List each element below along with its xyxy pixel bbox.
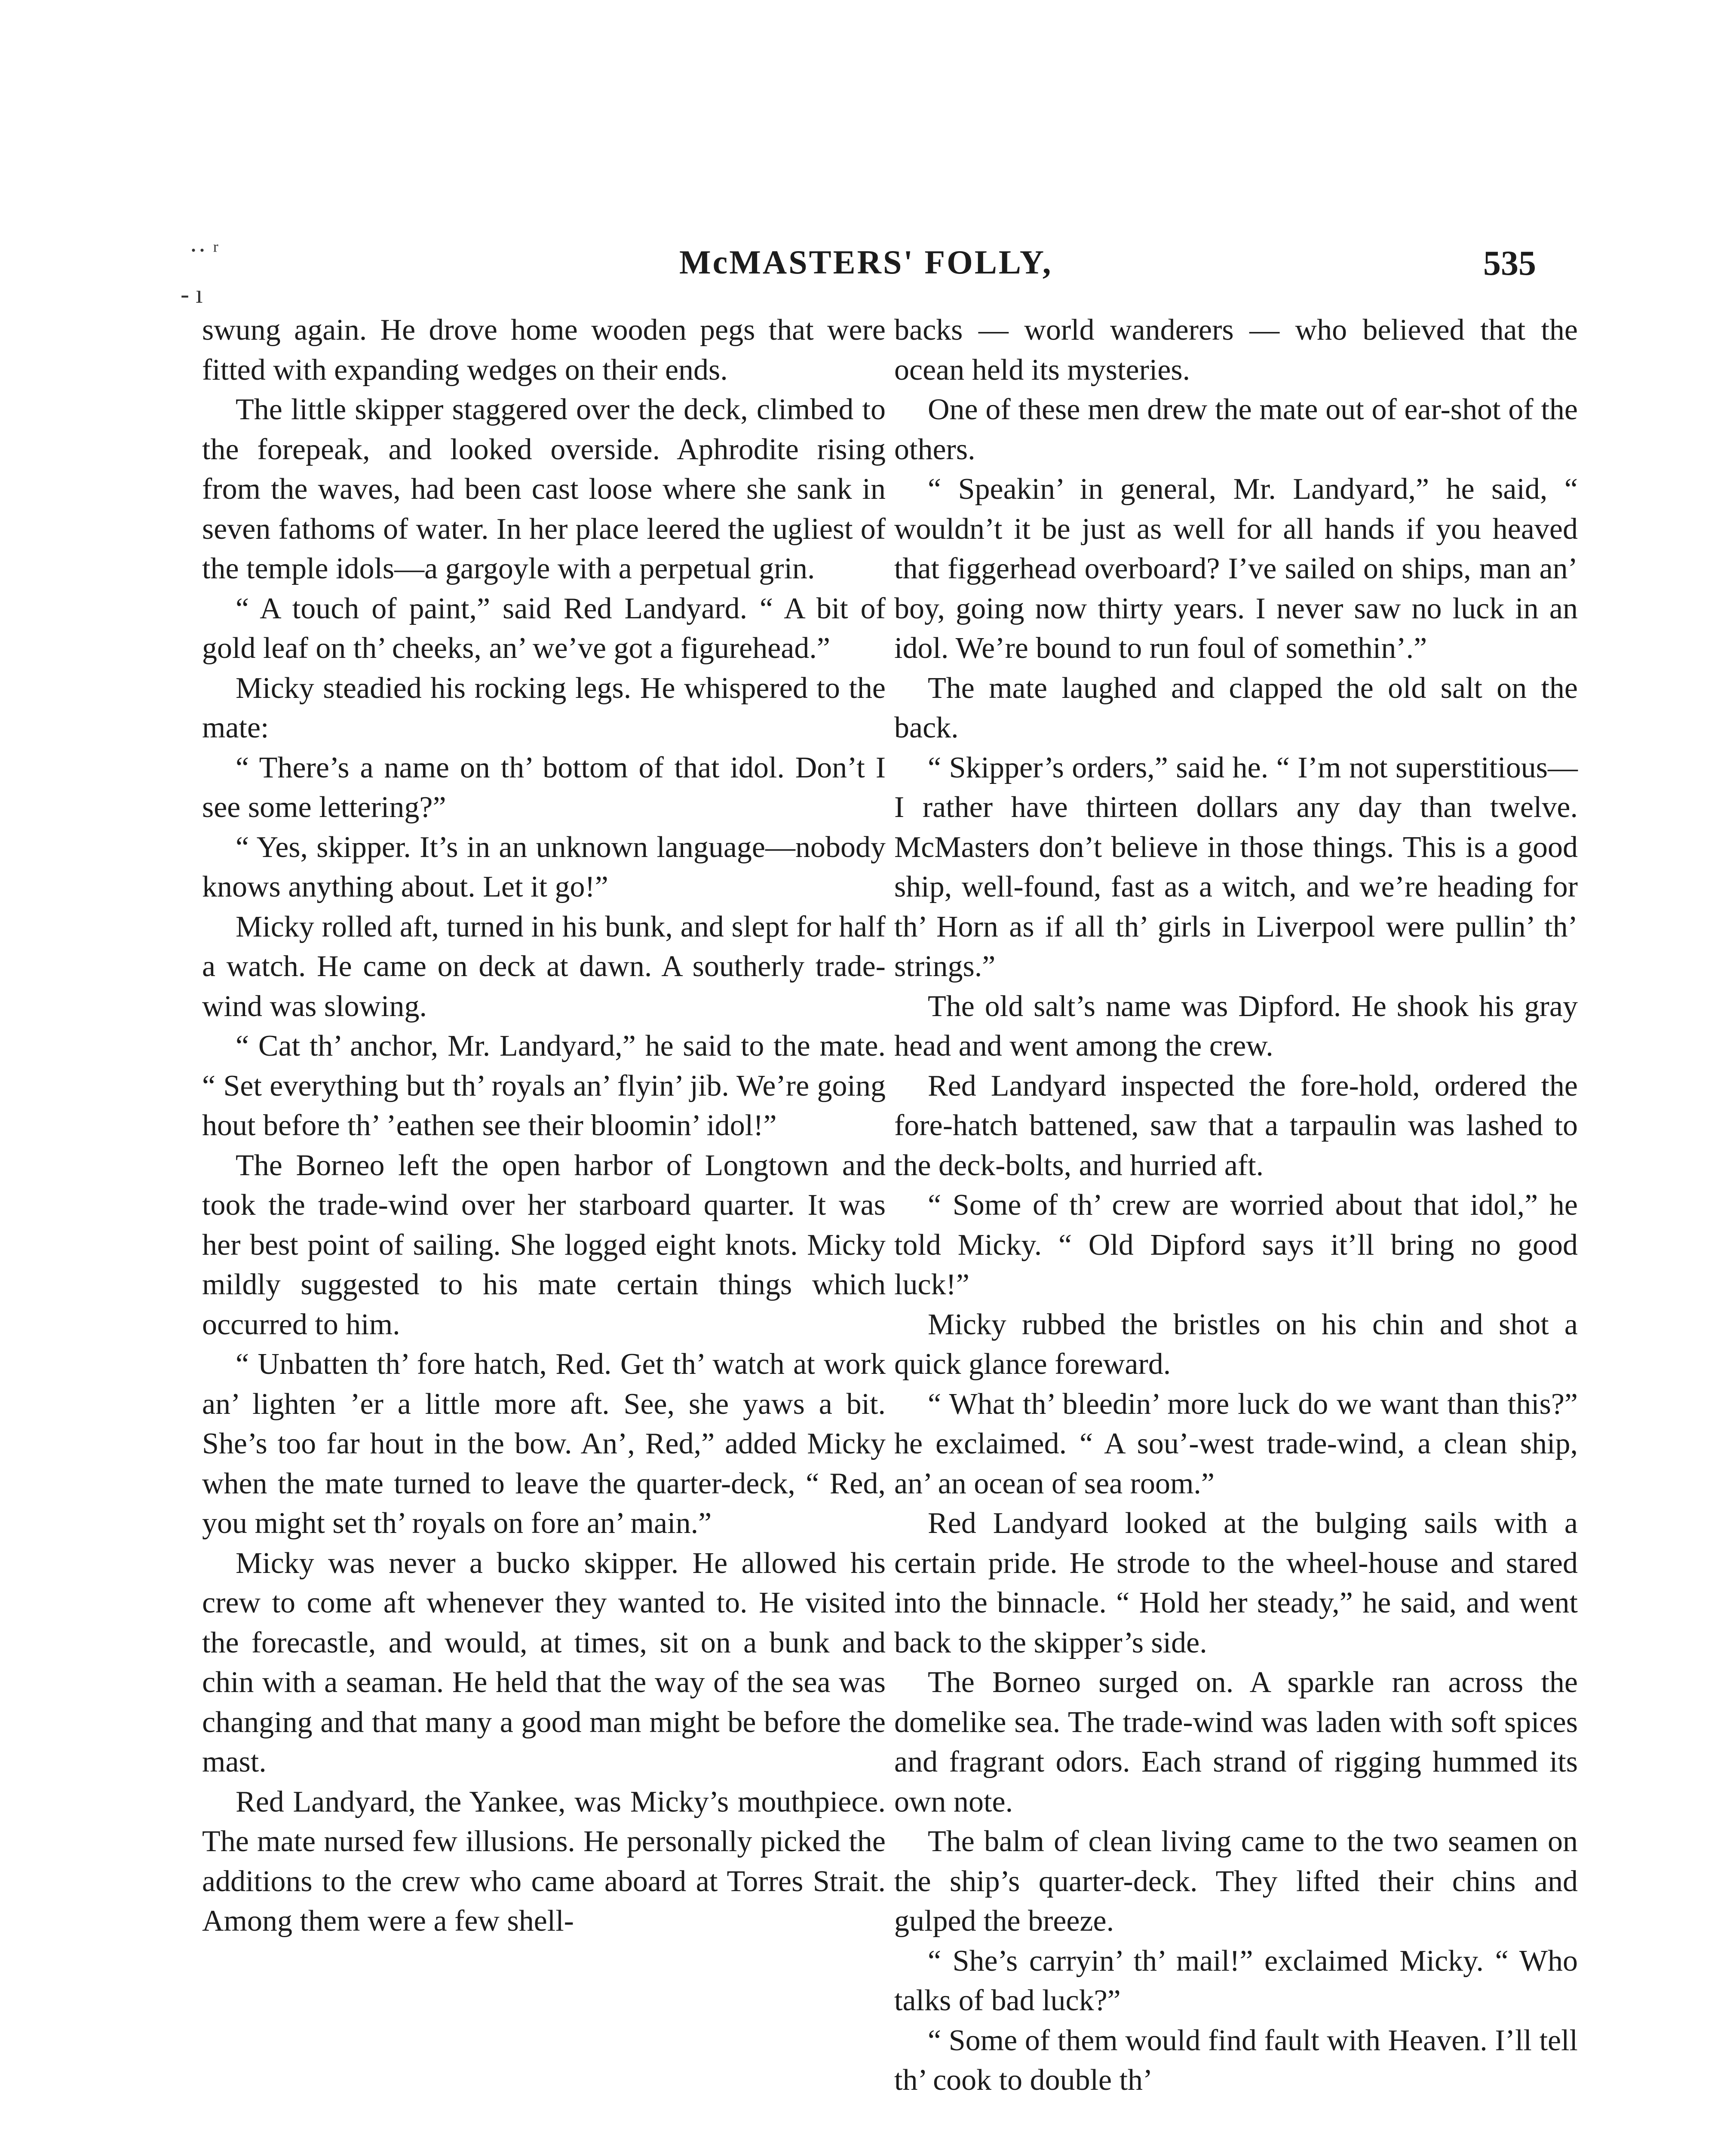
- text-column-left: [202, 310, 886, 1941]
- paragraph: backs — world wanderers — who believed that the ocean held its mysteries.: [894, 313, 1578, 387]
- paragraph: Red Landyard, the Yankee, was Micky’s mouthpiece. The mate nursed few illusions. He personally picked the additions to the crew who came aboard at Torres Strait. Among them were a few shell-: [202, 1785, 886, 1938]
- paragraph: Red Landyard inspected the fore-hold, ordered the fore-hatch battened, saw that a tarpaulin was lashed to the deck-bolts, and hurried aft.: [894, 1069, 1578, 1182]
- text-column-right: [894, 310, 1578, 2101]
- margin-mark: ·· ʳ: [189, 236, 218, 264]
- paragraph: Micky steadied his rocking legs. He whispered to the mate:: [202, 671, 886, 744]
- paragraph: “ Yes, skipper. It’s in an unknown language—nobody knows anything about. Let it go!”: [202, 830, 886, 903]
- paragraph: “ Skipper’s orders,” said he. “ I’m not superstitious—I rather have thirteen dollars any day than twelve. McMasters don’t believe in those things. This is a good ship, well-found, fast as a witch, and we’re heading for th’ Horn as if all th’ girls in Liverpool were pullin’ th’ strings.”: [894, 751, 1578, 983]
- running-head: [0, 243, 1736, 286]
- paragraph: “ Speakin’ in general, Mr. Landyard,” he said, “ wouldn’t it be just as well for all hands if you heaved that figgerhead overboard? I’ve sailed on ships, man an’ boy, going now thirty years. I never saw no luck in an idol. We’re bound to run foul of somethin’.”: [894, 473, 1578, 665]
- paragraph: The Borneo left the open harbor of Longtown and took the trade-wind over her starboard quarter. It was her best point of sailing. She logged eight knots. Micky mildly suggested to his mate certain things which occurred to him.: [202, 1149, 886, 1341]
- paragraph: Micky was never a bucko skipper. He allowed his crew to come aft whenever they wanted to. He visited the forecastle, and would, at times, sit on a bunk and chin with a seaman. He held that the way of the sea was changing and that many a good man might be before the mast.: [202, 1546, 886, 1778]
- paragraph: The old salt’s name was Dipford. He shook his gray head and went among the crew.: [894, 989, 1578, 1063]
- paragraph: Red Landyard looked at the bulging sails with a certain pride. He strode to the wheel-house and stared into the binnacle. “ Hold her steady,” he said, and went back to the skipper’s side.: [894, 1507, 1578, 1659]
- paragraph: “ Cat th’ anchor, Mr. Landyard,” he said to the mate. “ Set everything but th’ royals an’ flyin’ jib. We’re going hout before th’ ’eathen see their bloomin’ idol!”: [202, 1029, 886, 1142]
- paragraph: The balm of clean living came to the two seamen on the ship’s quarter-deck. They lifted their chins and gulped the breeze.: [894, 1825, 1578, 1938]
- paragraph: “ She’s carryin’ th’ mail!” exclaimed Micky. “ Who talks of bad luck?”: [894, 1944, 1578, 2017]
- margin-mark: - ı: [181, 280, 203, 308]
- paragraph: Micky rolled aft, turned in his bunk, and slept for half a watch. He came on deck at dawn. A southerly trade-wind was slowing.: [202, 910, 886, 1023]
- paragraph: “ Unbatten th’ fore hatch, Red. Get th’ watch at work an’ lighten ’er a little more aft. See, she yaws a bit. She’s too far hout in the bow. An’, Red,” added Micky when the mate turned to leave the quarter-deck, “ Red, you might set th’ royals on fore an’ main.”: [202, 1348, 886, 1540]
- paragraph: “ Some of them would find fault with Heaven. I’ll tell th’ cook to double th’: [894, 2024, 1578, 2097]
- running-title: McMASTERS' FOLLY,: [679, 243, 1053, 281]
- paragraph: “ Some of th’ crew are worried about that idol,” he told Micky. “ Old Dipford says it’ll bring no good luck!”: [894, 1189, 1578, 1301]
- paragraph: The mate laughed and clapped the old salt on the back.: [894, 671, 1578, 744]
- paragraph: “ There’s a name on th’ bottom of that idol. Don’t I see some lettering?”: [202, 751, 886, 824]
- paragraph: Micky rubbed the bristles on his chin and shot a quick glance foreward.: [894, 1308, 1578, 1381]
- paragraph: “ What th’ bleedin’ more luck do we want than this?” he exclaimed. “ A sou’-west trade-wind, a clean ship, an’ an ocean of sea room.”: [894, 1387, 1578, 1500]
- page-number: 535: [1483, 243, 1536, 283]
- paragraph: swung again. He drove home wooden pegs that were fitted with expanding wedges on their ends.: [202, 313, 886, 387]
- paragraph: One of these men drew the mate out of ear-shot of the others.: [894, 393, 1578, 466]
- paragraph: The Borneo surged on. A sparkle ran across the domelike sea. The trade-wind was laden with soft spices and fragrant odors. Each strand of rigging hummed its own note.: [894, 1666, 1578, 1818]
- paragraph: “ A touch of paint,” said Red Landyard. “ A bit of gold leaf on th’ cheeks, an’ we’ve got a figurehead.”: [202, 592, 886, 665]
- paragraph: The little skipper staggered over the deck, climbed to the forepeak, and looked overside. Aphrodite rising from the waves, had been cast loose where she sank in seven fathoms of water. In her place leered the ugliest of the temple idols—a gargoyle with a perpetual grin.: [202, 393, 886, 585]
